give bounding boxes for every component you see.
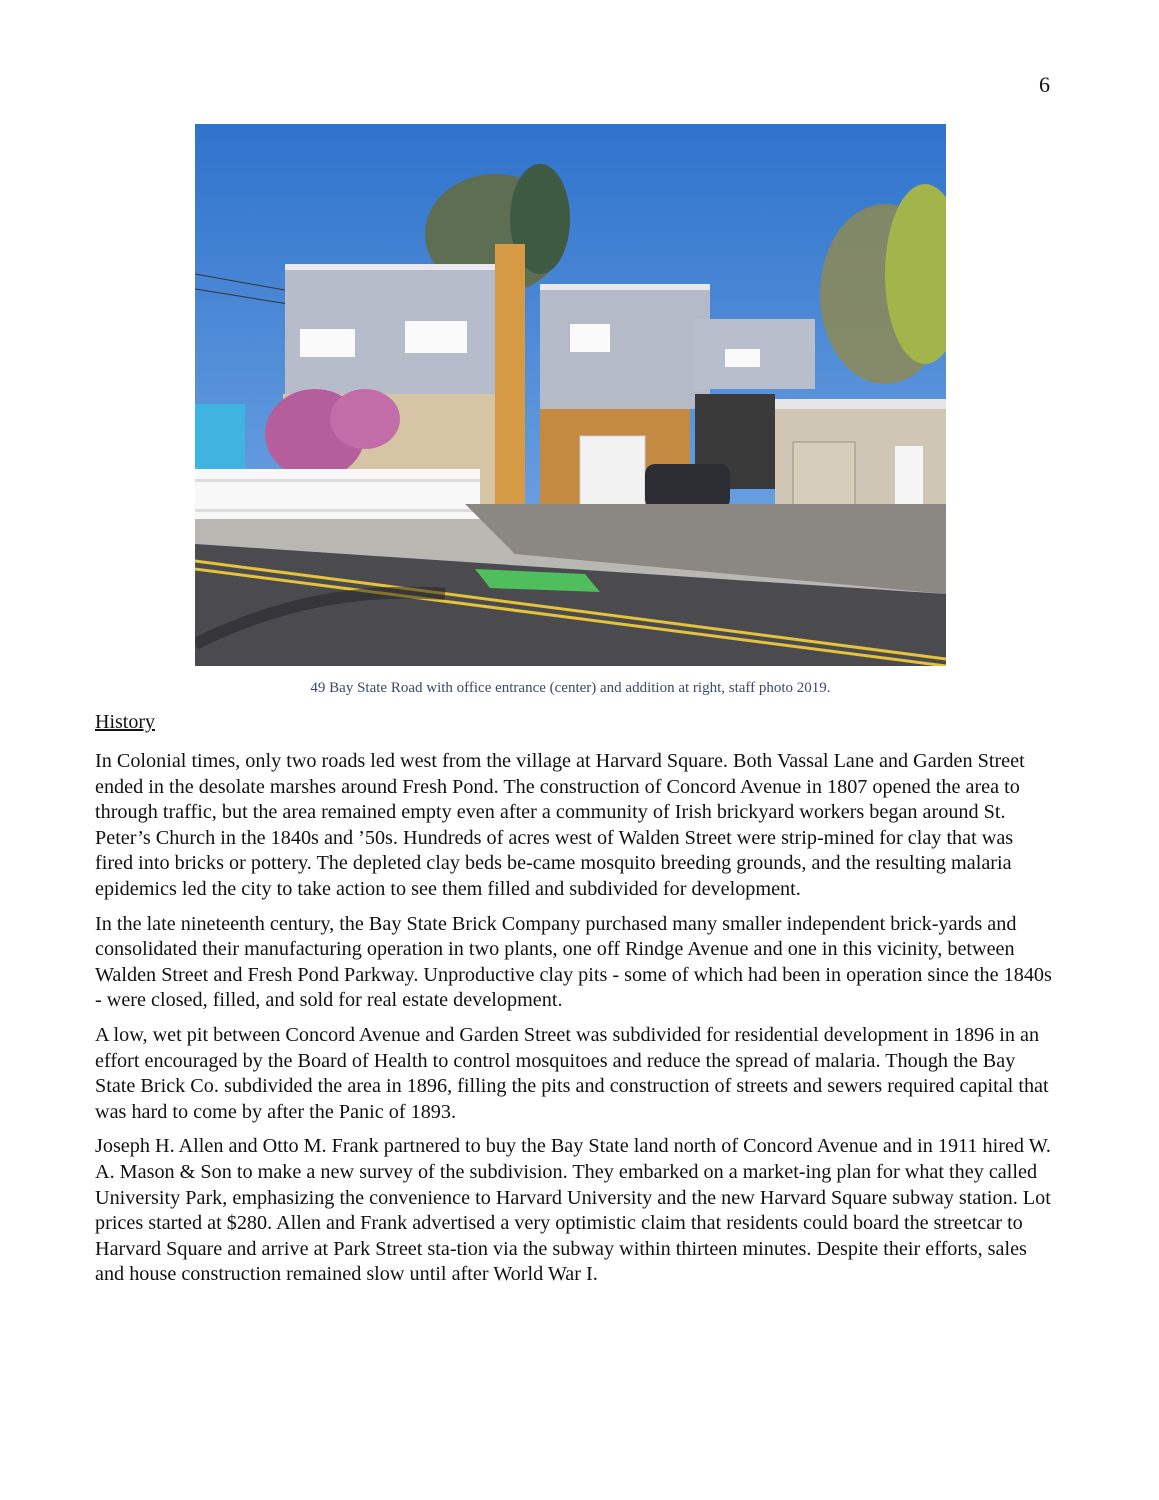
paragraph: In Colonial times, only two roads led west from the village at Harvard Square. Both Vassal Lane and Garden Street ended in the desolate marshes around Fresh Pond. The construction of Concord Avenue in 1807 opened the area to through traffic, but the area remained empty even after a community of Irish brickyard workers began around St. Peter’s Church in the 1840s and ’50s. Hundreds of acres west of Walden Street were strip-mined for clay that was fired into bricks or pottery. The depleted clay beds be-came mosquito breeding grounds, and the resulting malaria epidemics led the city to take action to see them filled and subdivided for development. — [95, 750, 1025, 900]
section-heading: History — [95, 711, 155, 733]
page-number: 6 — [1039, 72, 1050, 97]
paragraph: A low, wet pit between Concord Avenue and Garden Street was subdivided for residential development in 1896 in an effort encouraged by the Board of Health to control mosquitoes and reduce the spread of malaria. Though the Bay State Brick Co. subdivided the area in 1896, filling the pits and construction of streets and sewers required capital that was hard to come by after the Panic of 1893. — [95, 1023, 1049, 1123]
photo-caption: 49 Bay State Road with office entrance (center) and addition at right, staff photo 2019. — [310, 680, 831, 696]
history-body — [95, 749, 1055, 1297]
building-photo — [195, 124, 946, 666]
paragraph: In the late nineteenth century, the Bay State Brick Company purchased many smaller independent brick-yards and consolidated their manufacturing operation in two plants, one off Rindge Avenue and one in this vicinity, between Walden Street and Fresh Pond Parkway. Unproductive clay pits - some of which had been in operation since the 1840s - were closed, filled, and sold for real estate development. — [95, 912, 1052, 1012]
paragraph: Joseph H. Allen and Otto M. Frank partnered to buy the Bay State land north of Concord Avenue and in 1911 hired W. A. Mason & Son to make a new survey of the subdivision. They embarked on a market-ing plan for what they called University Park, emphasizing the convenience to Harvard University and the new Harvard Square subway station. Lot prices started at $280. Allen and Frank advertised a very optimistic claim that residents could board the streetcar to Harvard Square and arrive at Park Street sta-tion via the subway within thirteen minutes. Despite their efforts, sales and house construction remained slow until after World War I. — [95, 1135, 1051, 1286]
picket-fence — [195, 469, 480, 524]
